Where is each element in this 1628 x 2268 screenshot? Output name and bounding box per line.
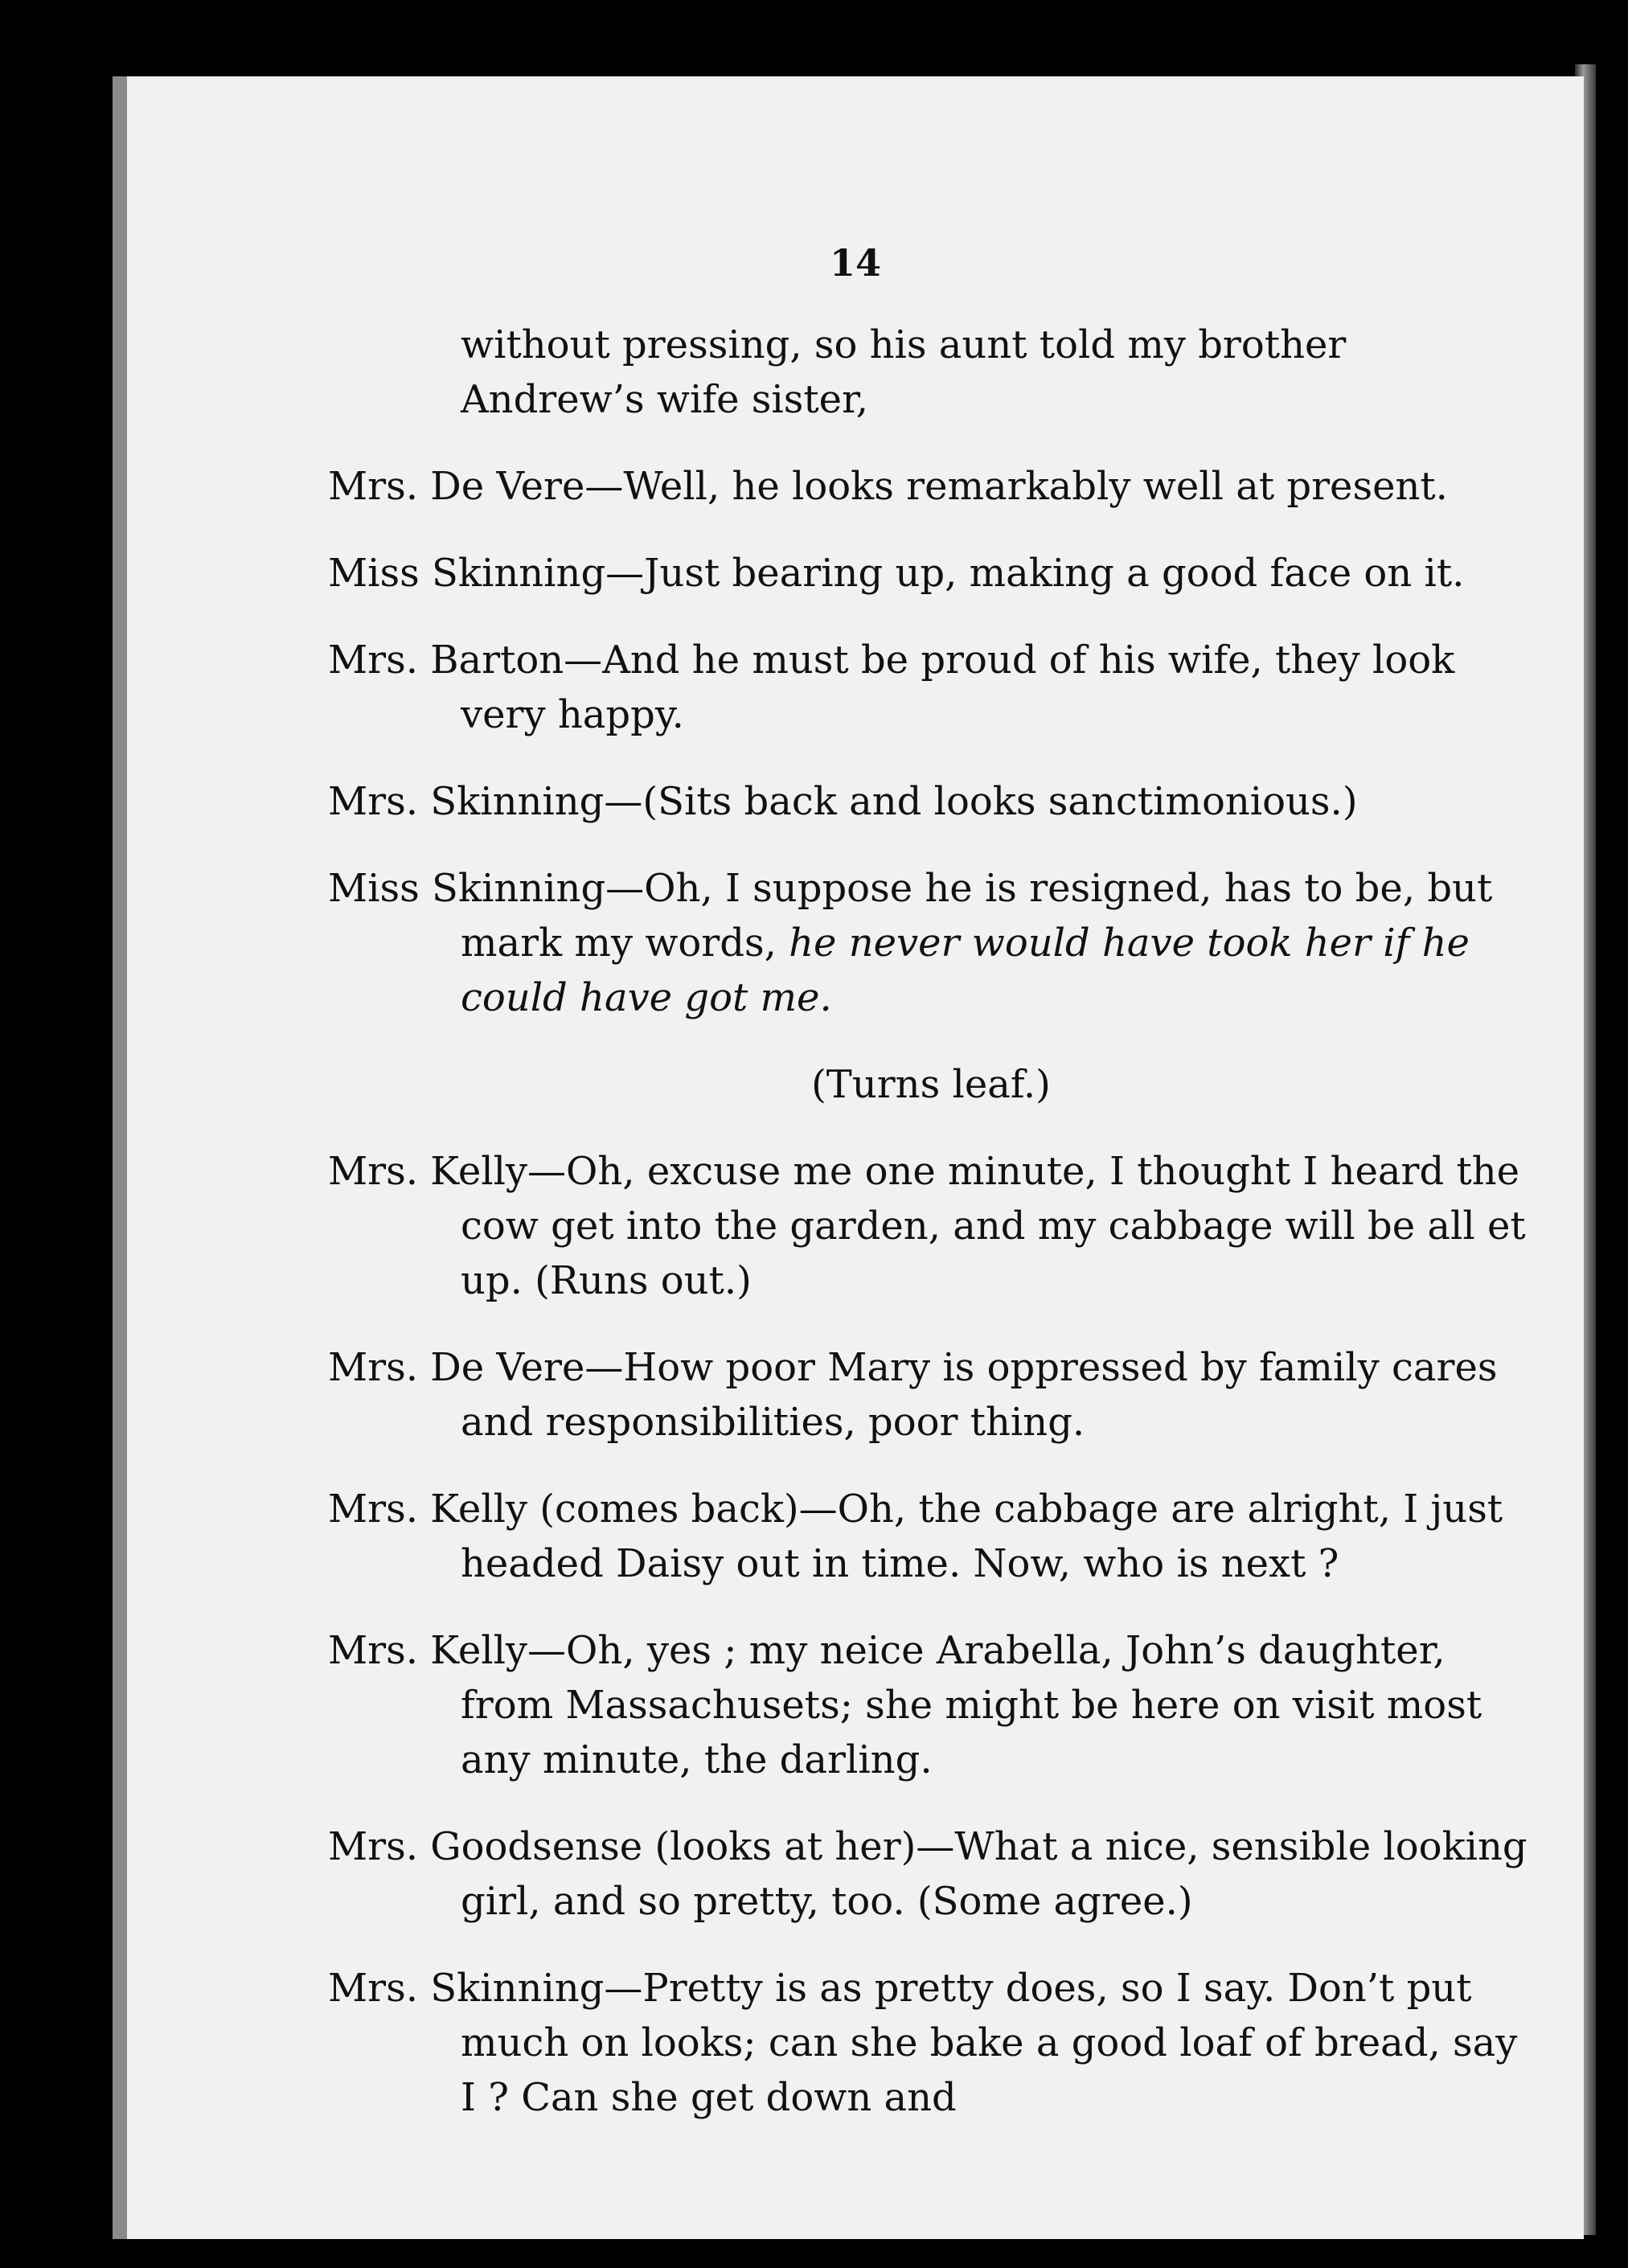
dialogue-text-run: without pressing, so his aunt told my brother Andrew’s wife sister, — [461, 322, 1347, 422]
dialogue-line — [328, 861, 1534, 1025]
dialogue-line — [328, 546, 1534, 601]
speaker-name: Miss Skinning— — [328, 866, 645, 911]
speaker-name: Mrs. Kelly— — [328, 1628, 567, 1673]
dialogue-line — [328, 1144, 1534, 1308]
speaker-name: Mrs. De Vere— — [328, 464, 624, 509]
speaker-name: Mrs. Skinning— — [328, 779, 643, 824]
dialogue-text-run: How poor Mary is oppressed by family cares and responsibilities, poor thing. — [461, 1345, 1498, 1445]
book-page — [113, 76, 1584, 2239]
dialogue-line — [328, 1961, 1534, 2125]
dialogue-line — [328, 318, 1534, 427]
dialogue-text-run: Oh, the cabbage are alright, I just headed Daisy out in time. Now, who is next ? — [461, 1487, 1503, 1586]
dialogue-text-run: Oh, excuse me one minute, I thought I heard the cow get into the garden, and my cabbage will be all et up. (Runs out.) — [461, 1149, 1526, 1303]
dialogue-line — [328, 459, 1534, 514]
dialogue-text-run: (Sits back and looks sanctimonious.) — [642, 779, 1358, 824]
dialogue-text-run: Oh, I suppose he is resigned, has to be, but mark my words, — [461, 866, 1493, 966]
dialogue-line — [328, 1340, 1534, 1450]
dialogue-line — [328, 774, 1534, 829]
dialogue-text-run: Well, he looks remarkably well at present. — [623, 464, 1448, 509]
speaker-name: Mrs. De Vere— — [328, 1345, 624, 1390]
dialogue-text-run: What a nice, sensible looking girl, and so pretty, too. (Some agree.) — [461, 1824, 1528, 1924]
speaker-name: Mrs. Kelly— — [328, 1149, 567, 1194]
speaker-name: Miss Skinning— — [328, 551, 645, 596]
stage-direction: (Turns leaf.) — [811, 1062, 1051, 1107]
page-number: 14 — [829, 241, 881, 285]
dialogue-text-run: Just bearing up, making a good face on it. — [644, 551, 1465, 596]
dialogue-line — [328, 1482, 1534, 1591]
speaker-name: Mrs. Skinning— — [328, 1966, 643, 2011]
dialogue-text-run: And he must be proud of his wife, they look very happy. — [461, 638, 1455, 737]
speaker-name: Mrs. Kelly (comes back)— — [328, 1487, 838, 1532]
dialogue-line — [328, 1819, 1534, 1929]
dialogue-text — [328, 318, 1534, 2157]
italic-text: he never would have took her if he could have got me. — [461, 921, 1470, 1020]
dialogue-line — [328, 633, 1534, 742]
dialogue-line — [328, 1623, 1534, 1787]
dialogue-text-run: Oh, yes ; my neice Arabella, John’s daughter, from Massachusets; she might be here on visit most any minute, the darling. — [461, 1628, 1482, 1782]
speaker-name: Mrs. Goodsense (looks at her)— — [328, 1824, 955, 1869]
dialogue-text-run: Pretty is as pretty does, so I say. Don’t put much on looks; can she bake a good loaf of bread, say I ? Can she get down and — [461, 1966, 1518, 2120]
speaker-name: Mrs. Barton— — [328, 638, 603, 683]
